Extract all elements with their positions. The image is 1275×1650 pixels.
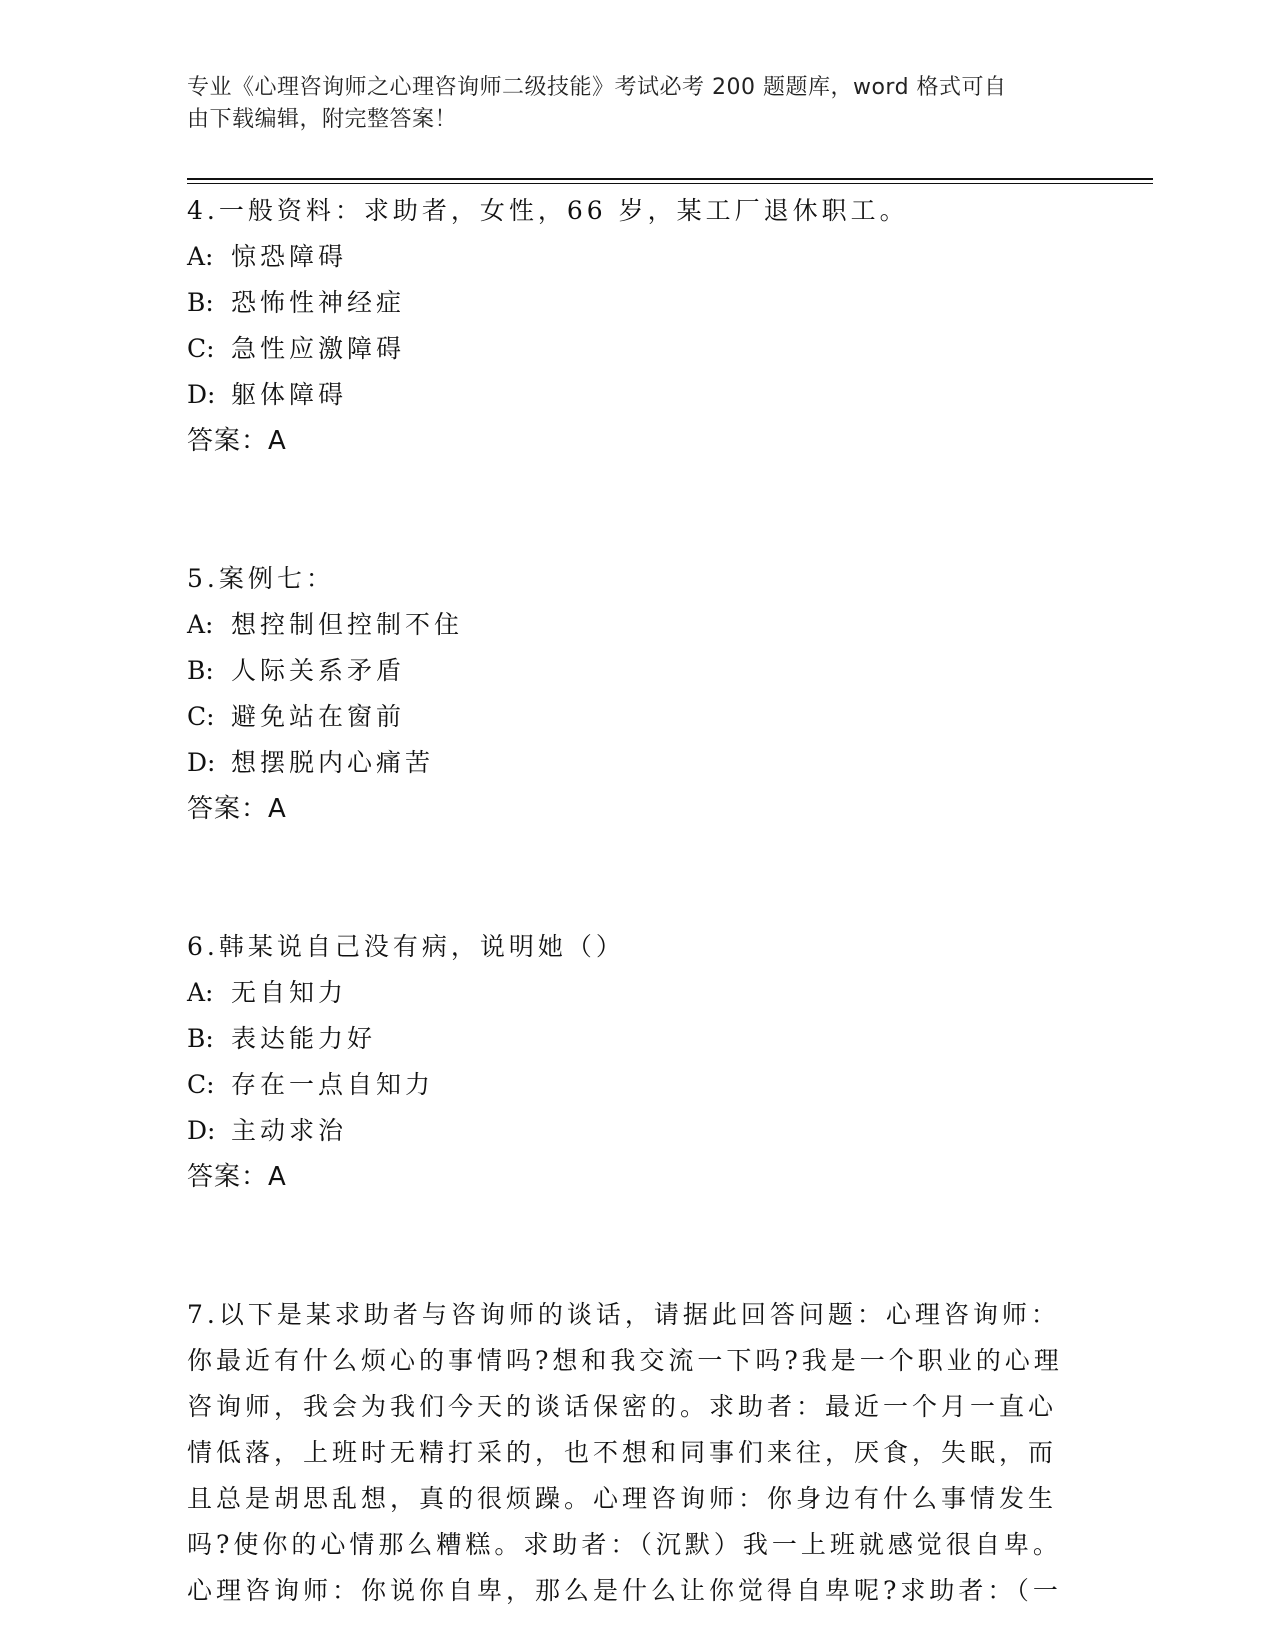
option-d: [187, 1108, 1067, 1154]
option-text: 人际关系矛盾: [231, 656, 406, 685]
option-c: [187, 326, 1067, 372]
document-header: [187, 72, 1067, 136]
question-4: [187, 188, 1067, 464]
header-divider-thin: [187, 183, 1153, 184]
option-text: 想控制但控制不住: [231, 610, 464, 639]
option-c: [187, 694, 1067, 740]
option-text: 无自知力: [231, 978, 348, 1007]
option-text: 表达能力好: [231, 1024, 377, 1053]
question-7: [187, 1292, 1067, 1614]
option-letter: C:: [187, 334, 215, 363]
option-a: [187, 234, 1067, 280]
option-c: [187, 1062, 1067, 1108]
option-letter: B:: [187, 656, 214, 685]
question-5: [187, 556, 1067, 832]
option-text: 恐怖性神经症: [231, 288, 406, 317]
option-letter: D:: [187, 1116, 216, 1145]
option-a: [187, 602, 1067, 648]
spacer: [187, 832, 1067, 924]
passage-line: 情低落，上班时无精打采的，也不想和同事们来往，厌食，失眠，而: [187, 1438, 1058, 1467]
header-line-2: 由下载编辑，附完整答案！: [187, 107, 458, 132]
option-d: [187, 740, 1067, 786]
question-stem: 6.韩某说自己没有病，说明她（）: [187, 932, 625, 961]
answer-line: 答案：A: [187, 426, 287, 456]
option-b: [187, 280, 1067, 326]
option-b: [187, 648, 1067, 694]
question-6: [187, 924, 1067, 1200]
option-letter: D:: [187, 380, 216, 409]
option-b: [187, 1016, 1067, 1062]
option-text: 急性应激障碍: [231, 334, 406, 363]
passage-line: 你最近有什么烦心的事情吗?想和我交流一下吗?我是一个职业的心理: [187, 1346, 1063, 1375]
option-text: 躯体障碍: [231, 380, 348, 409]
option-letter: C:: [187, 702, 215, 731]
option-text: 主动求治: [231, 1116, 348, 1145]
option-text: 避免站在窗前: [231, 702, 406, 731]
passage-line: 咨询师，我会为我们今天的谈话保密的。求助者：最近一个月一直心: [187, 1392, 1058, 1421]
option-a: [187, 970, 1067, 1016]
header-divider: [187, 178, 1153, 180]
passage-line: 心理咨询师：你说你自卑，那么是什么让你觉得自卑呢?求助者：（一: [187, 1576, 1062, 1605]
option-letter: A:: [187, 242, 214, 271]
answer-line: 答案：A: [187, 794, 287, 824]
question-list: [187, 188, 1067, 1614]
option-letter: D:: [187, 748, 216, 777]
option-letter: A:: [187, 978, 214, 1007]
question-stem: 5.案例七：: [187, 564, 335, 593]
option-text: 惊恐障碍: [231, 242, 348, 271]
option-letter: C:: [187, 1070, 215, 1099]
passage-line: 且总是胡思乱想，真的很烦躁。心理咨询师：你身边有什么事情发生: [187, 1484, 1058, 1513]
option-letter: B:: [187, 1024, 214, 1053]
option-text: 存在一点自知力: [231, 1070, 435, 1099]
option-letter: A:: [187, 610, 214, 639]
spacer: [187, 464, 1067, 556]
option-d: [187, 372, 1067, 418]
option-letter: B:: [187, 288, 214, 317]
spacer: [187, 1200, 1067, 1292]
option-text: 想摆脱内心痛苦: [231, 748, 435, 777]
question-stem: 4.一般资料：求助者，女性，66 岁，某工厂退休职工。: [187, 196, 909, 225]
header-line-1: 专业《心理咨询师之心理咨询师二级技能》考试必考 200 题题库，word 格式可自: [187, 75, 1007, 100]
passage-line: 吗?使你的心情那么糟糕。求助者：（沉默）我一上班就感觉很自卑。: [187, 1530, 1062, 1559]
passage-line: 7.以下是某求助者与咨询师的谈话，请据此回答问题：心理咨询师：: [187, 1300, 1060, 1329]
answer-line: 答案：A: [187, 1162, 287, 1192]
